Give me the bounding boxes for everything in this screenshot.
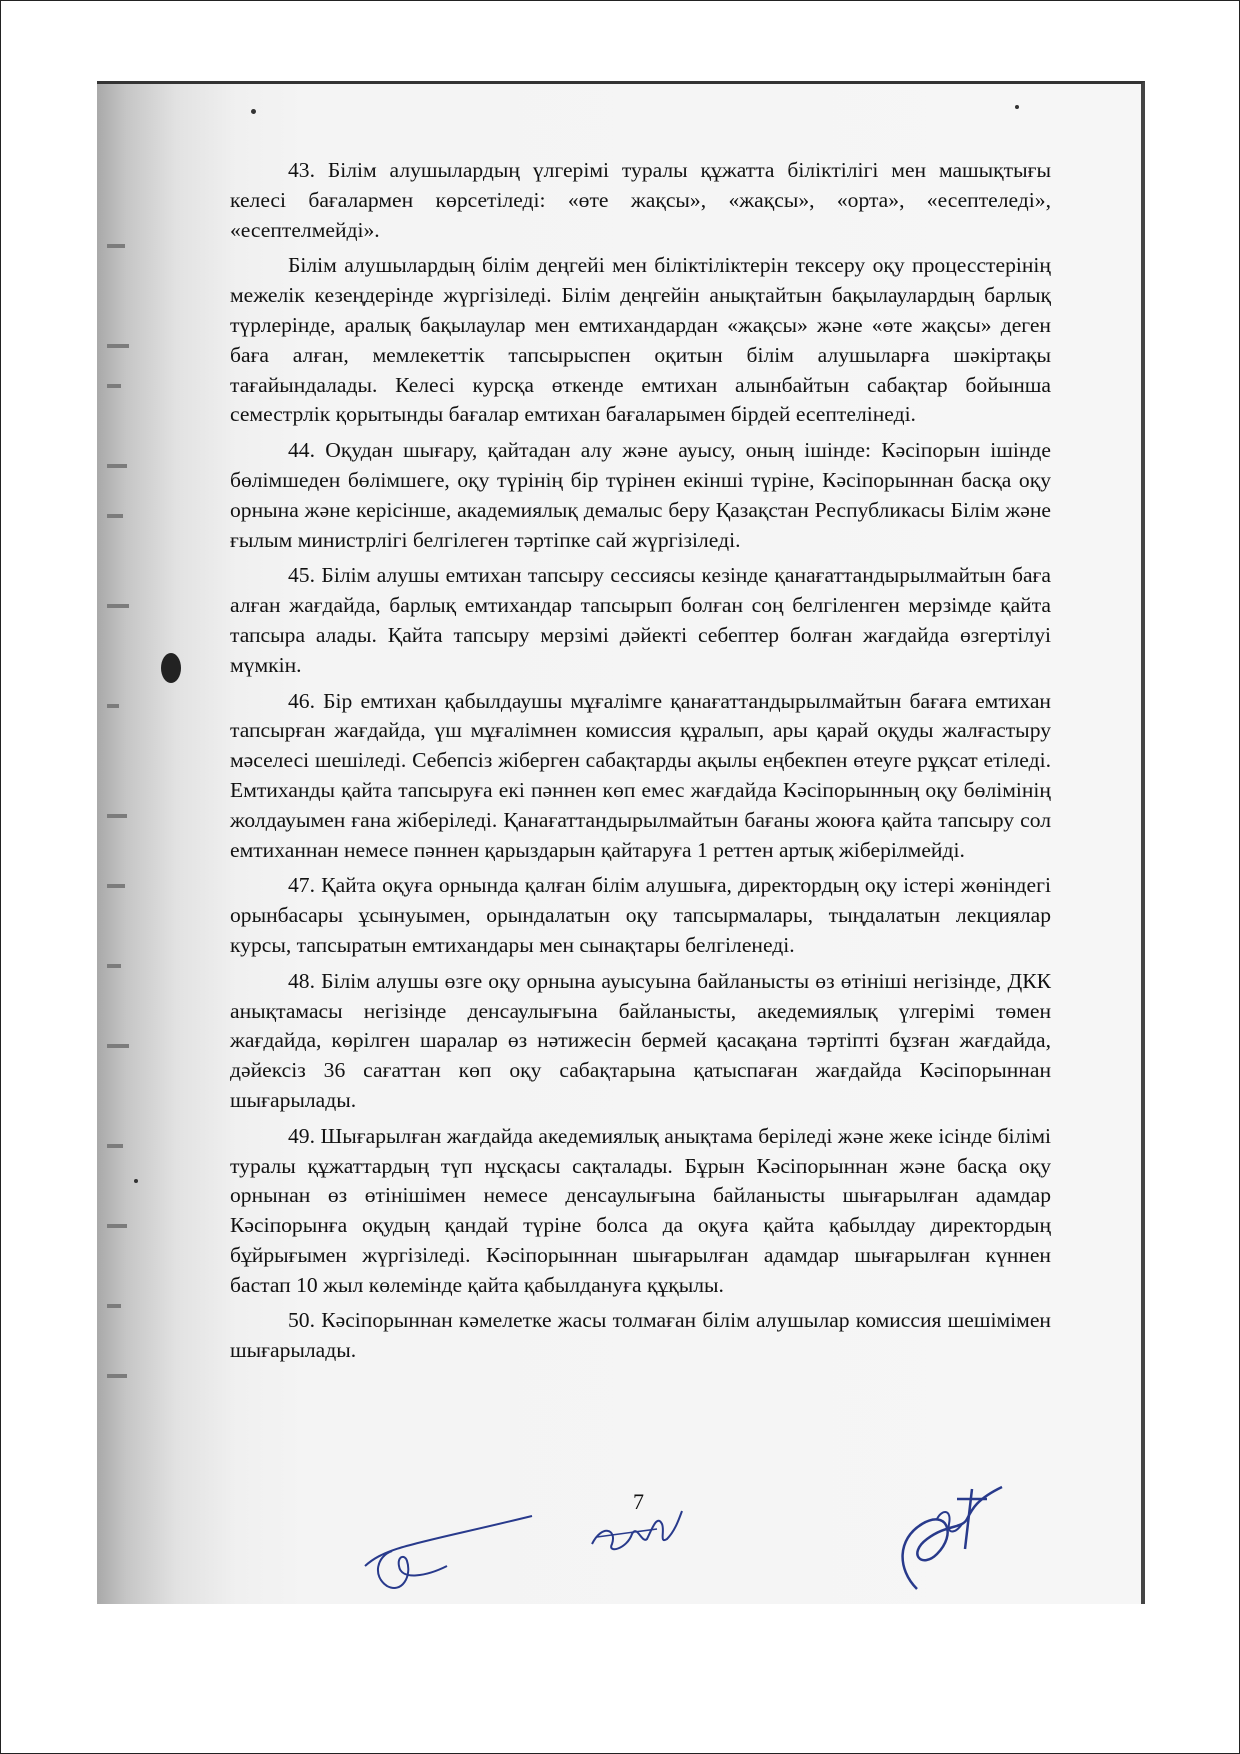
punch-hole-mark bbox=[161, 653, 181, 683]
paragraph-43-continued: Білім алушылардың білім деңгейі мен біліктіліктерін тексеру оқу процесстерінің межелік кезеңдерінде жүргізіледі. Білім деңгейін анықтайтын бақылаулардың барлық түрлерінде, аралық бақылаулар мен емтихандардан «жақсы» және «өте жақсы» деген баға алған, мемлекеттік тапсырыспен оқитын білім алушыларға шәкіртақы тағайындалады. Келесі курсқа өткенде емтихан алынбайтын сабақтар бойынша семестрлік қорытынды бағалар емтихан бағаларымен бірдей есептелінеді. bbox=[230, 253, 1051, 427]
paragraph-44: 44. Оқудан шығару, қайтадан алу және ауысу, оның ішінде: Кәсіпорын ішінде бөлімшеден бөлімшеге, оқу түрінің бір түрінен екінші түріне, Кәсіпорыннан басқа оқу орнына және керісінше, академиялық демалыс беру Қазақстан Республикасы Білім және ғылым министрлігі белгілеген тәртіпке сай жүргізіледі. bbox=[230, 438, 1051, 552]
signature-right bbox=[877, 1479, 1007, 1599]
paragraph-48: 48. Білім алушы өзге оқу орнына ауысуына байланысты өз өтініші негізінде, ДКК анықтамасы негізінде денсаулығына байланысты, акедемиялық үлгерімі төмен жағдайда, көрілген шаралар өз нәтижесін бермей қасақана тәртіпті бұзған жағдайда, дәйексіз 36 сағаттан көп оқу сабақтарына қатыспаған жағдайда Кәсіпорыннан шығарылады. bbox=[230, 968, 1051, 1112]
paragraph-49: 49. Шығарылған жағдайда акедемиялық анықтама беріледі және жеке ісінде білімі туралы құжаттардың түп нұсқасы сақталады. Бұрын Кәсіпорыннан және басқа оқу орнынан өз өтінішімен немесе денсаулығына байланысты шығарылған адамдар Кәсіпорынға оқудың қандай түріне болса да оқуға қайта қабылдау директордың бұйрығымен жүргізіледі. Кәсіпорыннан шығарылған адамдар шығарылған күннен бастап 10 жыл көлемінде қайта қабылдануға құқылы. bbox=[230, 1123, 1051, 1297]
paragraph-46: 46. Бір емтихан қабылдаушы мұғалімге қанағаттандырылмайтын бағаға емтихан тапсырған жағдайда, үш мұғалімнен комиссия құралып, ары қарай оқуды жалғастыру мәселесі шешіледі. Себепсіз жіберген сабақтарды ақылы еңбекпен өтеуге рұқсат етіледі. Емтиханды қайта тапсыруға екі пәннен көп емес жағдайда Кәсіпорынның оқу бөлімінің жолдауымен ғана жіберіледі. Қанағаттандырылмайтын бағаны жоюға қайта тапсыру сол емтиханнан немесе пәннен қарыздарын қайтаруға 1 реттен артық жіберілмейді. bbox=[230, 688, 1051, 862]
page-number: 7 bbox=[633, 1489, 644, 1514]
dust-speck bbox=[1015, 105, 1019, 109]
paragraph-50: 50. Кәсіпорыннан кәмелетке жасы толмаған білім алушылар комиссия шешімімен шығарылады. bbox=[230, 1308, 1051, 1363]
dust-speck bbox=[134, 1179, 138, 1183]
paragraph-47: 47. Қайта оқуға орнында қалған білім алушыға, директордың оқу істері жөнiндегі орынбасары ұсынуымен, орындалатын оқу тапсырмалары, тыңдалатын лекциялар курсы, тапсыратын емтихандары мен сынақтары белгіленеді. bbox=[230, 873, 1051, 957]
binding-shadow-marks bbox=[103, 184, 143, 1484]
paragraph-45: 45. Білім алушы емтихан тапсыру сессиясы кезінде қанағаттандырылмайтын баға алған жағдайда, барлық емтихандар тапсырып болған соң белгіленген мерзімде қайта тапсыра алады. Қайта тапсыру мерзімі дәйекті себептер болған жағдайда өзгертілуі мүмкін. bbox=[230, 563, 1051, 677]
signature-middle bbox=[587, 1499, 687, 1559]
paragraph-43: 43. Білім алушылардың үлгерімі туралы құжатта біліктілігі мен машықтығы келесі бағалармен көрсетіледі: «өте жақсы», «жақсы», «орта», «есептеледі», «есептелмейді». bbox=[230, 158, 1051, 242]
document-body bbox=[230, 156, 1051, 1372]
signature-left bbox=[357, 1506, 537, 1596]
dust-speck bbox=[251, 109, 256, 114]
